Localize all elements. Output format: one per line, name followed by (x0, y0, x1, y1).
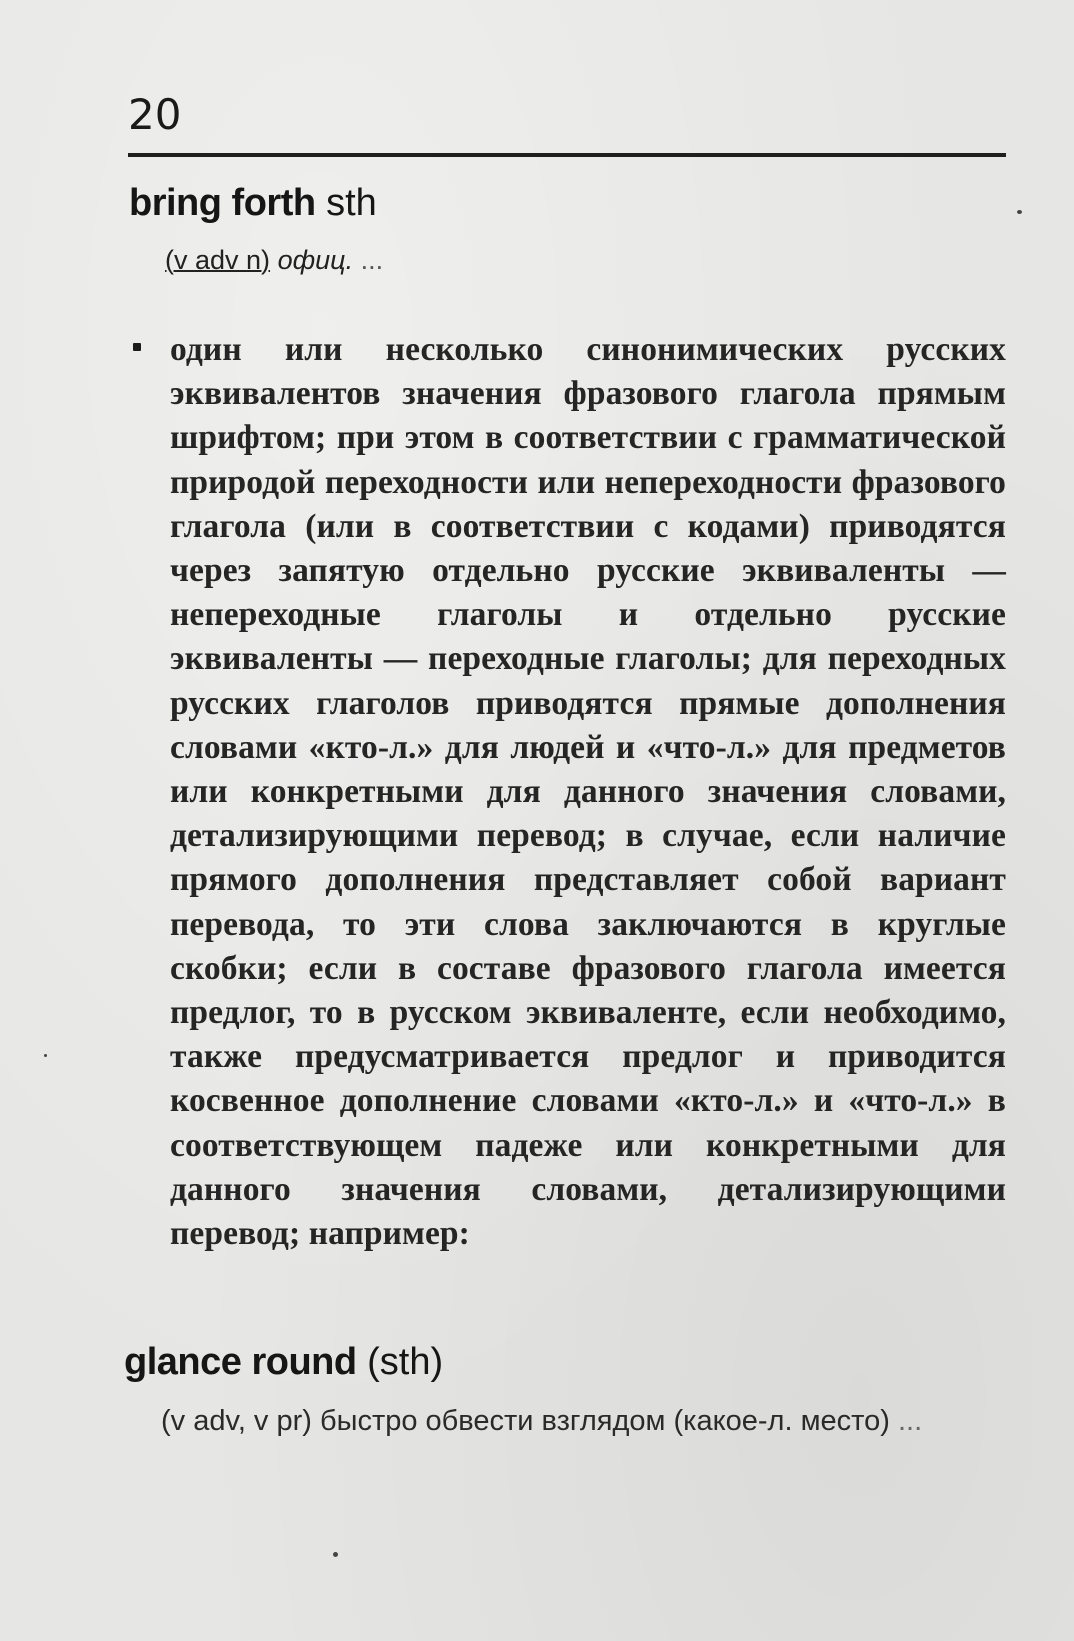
headword-object: (sth) (367, 1341, 444, 1383)
ellipsis: ... (360, 245, 384, 275)
scan-speck (333, 1552, 338, 1557)
style-label: офиц. (277, 245, 354, 275)
grammar-line (165, 243, 383, 277)
ellipsis: ... (897, 1405, 923, 1437)
entry-heading-glance-round (124, 1339, 443, 1385)
scan-speck (1017, 210, 1022, 214)
header-rule (128, 153, 1006, 157)
page-number: 20 (128, 90, 182, 139)
definition-line (161, 1402, 1003, 1440)
scan-speck (44, 1054, 47, 1057)
entry-heading-bring-forth (129, 180, 377, 226)
grammar-codes: (v adv n) (165, 245, 271, 275)
description-paragraph: один или несколько синонимических русских эквивалентов значения фразового глагола прямым шрифтом; при этом в соответствии с грамматической природой переходности или непереходности фразового глагола (или в соответствии с кодами) приводятся через запятую отдельно русские эквиваленты — непереходные глаголы и отдельно русские эквиваленты — переходные глаголы; для переходных русских глаголов приводятся прямые дополнения словами «кто-л.» для людей и «что-л.» для предметов или конкретными для данного значения словами, детализирующими перевод; в случае, если наличие прямого дополнения представляет собой вариант перевода, то эти слова заключаются в круглые скобки; если в составе фразового глагола имеется предлог, то в русском эквиваленте, если необходимо, также предусматривается предлог и приводится косвенное дополнение словами «кто-л.» и «что-л.» в соответствующем падеже или конкретными для данного значения словами, детализирующими перевод; например: (170, 331, 1006, 1253)
headword-object: sth (326, 182, 377, 224)
bullet-icon (133, 343, 141, 351)
headword: bring forth (129, 182, 316, 224)
definition-text: (v adv, v pr) быстро обвести взглядом (какое-л. место) (161, 1405, 890, 1437)
headword: glance round (124, 1341, 357, 1383)
